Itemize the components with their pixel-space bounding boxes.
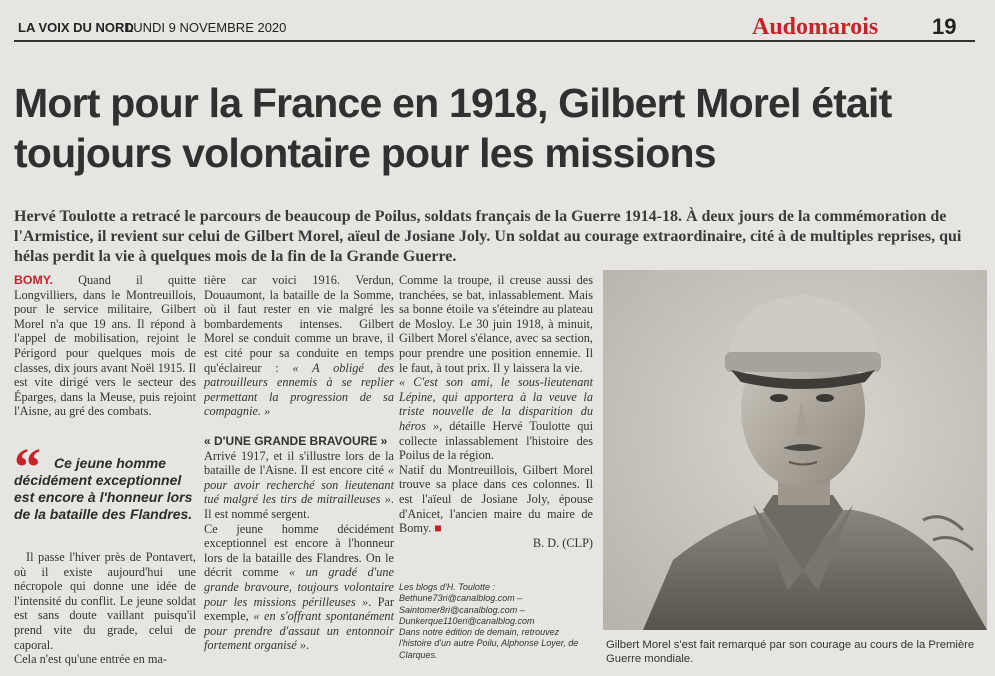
column-2-text-4: Ce jeune homme décidément exceptionnel est encore à l'honneur lors de la bataille des Flandres. On le décrit comme bbox=[204, 521, 394, 580]
article-lead: Hervé Toulotte a retracé le parcours de beaucoup de Poilus, soldats français de la Guerre 1914-18. À deux jours de la commémoration de l'Armistice, il revient sur celui de Gilbert Morel, aïeul de Josiane Joly. Un soldat au courage extraordinaire, cité à de multiples reprises, qui hélas perdit la vie à quelques mois de la fin de la Grande Guerre. bbox=[14, 208, 962, 265]
column-2-text-2: Arrivé 1917, et il s'illustre lors de la bataille de l'Aisne. Il est encore cité bbox=[204, 448, 394, 478]
column-2-paragraph-1 bbox=[204, 273, 394, 419]
section-title: Audomarois bbox=[752, 14, 879, 40]
column-2 bbox=[204, 273, 394, 419]
end-mark-icon: ■ bbox=[434, 521, 442, 536]
column-1-text-1: Quand il quitte Longvilliers, dans le Montreuillois, pour le service militaire, Gilbert Morel n'a que 19 ans. Il répond à l'appel de mobilisation, rejoint le Périgord pour quelques mois de classes, dix jours avant Noël 1915. Il est vite dirigé vers le secteur des Éparges, dans la Meuse, puis rejoint l'Aisne, au gré des combats. bbox=[14, 273, 196, 419]
author-signature: B. D. (CLP) bbox=[532, 535, 593, 550]
dateline: BOMY. bbox=[14, 273, 53, 287]
soldier-portrait-photo bbox=[603, 270, 987, 630]
column-3-paragraph-3 bbox=[399, 463, 593, 536]
citation-quote-5: « C'est son ami, le sous-lieutenant Lépine, qui apportera à la veuve la triste nouvelle de la disparition du héros » bbox=[399, 375, 593, 433]
citation-quote-2: « pour avoir recherché son lieutenant tué malgré les tirs de mitrailleuses » bbox=[204, 463, 394, 507]
column-3 bbox=[399, 273, 593, 550]
column-2-text-6: . bbox=[306, 638, 310, 653]
section-subhead: « D'UNE GRANDE BRAVOURE » bbox=[204, 434, 388, 448]
column-3-text-3: Natif du Montreuillois, Gilbert Morel trouve sa place dans ces colonnes. Il est l'aïeul de Josiane Joly, épouse d'Anicet, l'ancien maire du maire de Bomy. bbox=[399, 462, 593, 536]
publication-date: LUNDI 9 NOVEMBRE 2020 bbox=[126, 20, 287, 35]
column-1-paragraph-3: Cela n'est qu'une entrée en ma- bbox=[14, 652, 167, 667]
column-1 bbox=[14, 273, 196, 419]
citation-quote-4: « en s'offrant spontanément pour prendre d'assaut un entonnoir fortement organisé » bbox=[204, 609, 394, 653]
column-2-text-5: . Par exemple, bbox=[204, 594, 394, 624]
column-3-paragraph-2 bbox=[399, 375, 593, 463]
column-2-text-1: tière car voici 1916. Verdun, Douaumont, la bataille de la Somme, où il faut rester en vie malgré les bombardements intenses. Gilbert Morel se conduit comme un brave, il est cité pour sa conduite en temps qu'éclaireur : bbox=[204, 273, 394, 375]
column-2-paragraph-3 bbox=[204, 522, 394, 653]
pull-quote: Ce jeune homme décidément exceptionnel est encore à l'honneur lors de la bataille des Flandres. bbox=[14, 455, 193, 522]
masthead-rule bbox=[14, 40, 975, 42]
column-1-paragraph-2: Il passe l'hiver près de Pontavert, où il existe aujourd'hui une nécropole qui donne une idée de l'intensité du conflit. Le jeune soldat est sans doute vaillant puisqu'il prend vite du grade, celui de caporal. bbox=[14, 550, 196, 652]
column-2-paragraph-2 bbox=[204, 449, 394, 522]
column-3-text-2: , détaille Hervé Toulotte qui collecte inlassablement l'histoire des Poilus de la région. bbox=[399, 418, 593, 463]
column-2-text-3: . Il est nommé sergent. bbox=[204, 492, 394, 521]
newspaper-name: LA VOIX DU NORD bbox=[18, 20, 134, 35]
photo-caption: Gilbert Morel s'est fait remarqué par son courage au cours de la Première Guerre mondiale. bbox=[606, 639, 975, 665]
blogs-links: Les blogs d'H. Toulotte : Bethune73ri@canalblog.com – Saintomer8ri@canalblog.com – Dunkerque110eri@canalblog.com bbox=[399, 582, 535, 626]
next-edition-note: Dans notre édition de demain, retrouvez l'histoire d'un autre Poilu, Alphonse Loyer, de Clarques. bbox=[399, 627, 579, 660]
quote-mark-icon: “ bbox=[14, 437, 41, 497]
page-number: 19 bbox=[932, 14, 957, 39]
column-1-paragraph-1 bbox=[14, 273, 196, 419]
article-headline: Mort pour la France en 1918, Gilbert Morel était toujours volontaire pour les missions bbox=[14, 80, 892, 176]
column-1-continued bbox=[14, 550, 196, 667]
citation-quote-1: « A obligé des patrouilleurs ennemis à se replier permettant la progression de sa compagnie. » bbox=[204, 360, 394, 419]
column-2-continued bbox=[204, 434, 394, 653]
blogs-note bbox=[399, 582, 593, 661]
column-3-paragraph-1: Comme la troupe, il creuse aussi des tranchées, se bat, inlassablement. Mais sa bonne étoile va s'éteindre au plateau de Mosloy. Le 30 juin 1918, à minuit, Gilbert Morel s'élance, avec sa section, pour prendre une position ennemie. Il le faut, à tout prix. Il y laissera la vie. bbox=[399, 273, 593, 375]
citation-quote-3: « un gradé d'une grande bravoure, toujours volontaire pour les missions périlleuses » bbox=[204, 565, 394, 609]
